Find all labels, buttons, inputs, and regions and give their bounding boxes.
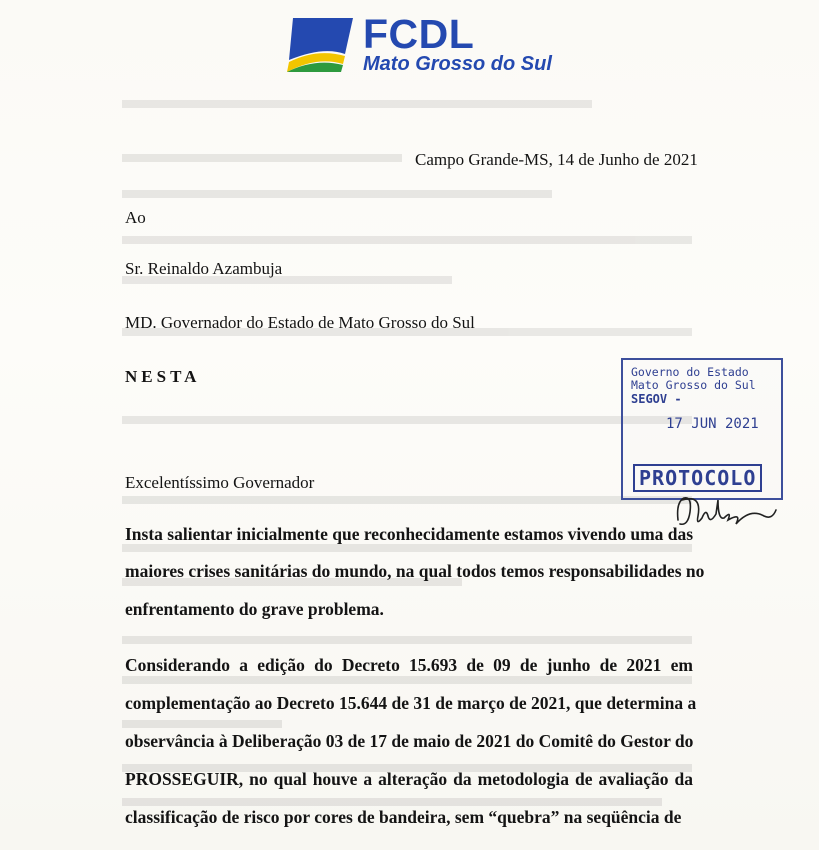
paragraph1-line: Insta salientar inicialmente que reconhecidamente estamos vivendo uma das (125, 524, 694, 544)
stamp-date: 17 JUN 2021 (666, 416, 759, 432)
logo-subtitle: Mato Grosso do Sul (363, 53, 552, 75)
nesta-label: NESTA (125, 367, 201, 386)
handwritten-signature (672, 490, 780, 532)
fcdl-logo (283, 11, 553, 78)
paragraph2-line: Considerando a edição do Decreto 15.693 de 09 de junho de 2021 em (125, 655, 693, 675)
paragraph1-line: maiores crises sanitárias do mundo, na qual todos temos responsabilidades no (125, 561, 705, 581)
letter-date: Campo Grande-MS, 14 de Junho de 2021 (415, 150, 698, 169)
stamp-line2: Mato Grosso do Sul (631, 378, 756, 392)
protocol-stamp (621, 358, 783, 500)
stamp-line1: Governo do Estado (631, 365, 749, 379)
stamp-line3: SEGOV - (631, 392, 682, 406)
stamp-label: PROTOCOLO (633, 464, 762, 492)
logo-name: FCDL (363, 11, 475, 57)
paragraph2-line: classificação de risco por cores de bandeira, sem “quebra” na seqüência de (125, 807, 682, 827)
show-through-texture (122, 96, 705, 836)
recipient-role: MD. Governador do Estado de Mato Grosso do Sul (125, 313, 475, 332)
addressee-prefix: Ao (125, 208, 146, 227)
paragraph2-line: observância à Deliberação 03 de 17 de maio de 2021 do Comitê do Gestor do (125, 731, 694, 751)
paragraph2-line: PROSSEGUIR, no qual houve a alteração da metodologia de avaliação da (125, 769, 693, 789)
paragraph2-line: complementação ao Decreto 15.644 de 31 de março de 2021, que determina a (125, 693, 697, 713)
recipient-name: Sr. Reinaldo Azambuja (125, 259, 283, 278)
fcdl-logo-mark-icon (283, 16, 355, 74)
salutation: Excelentíssimo Governador (125, 473, 315, 492)
paragraph1-line: enfrentamento do grave problema. (125, 599, 384, 619)
